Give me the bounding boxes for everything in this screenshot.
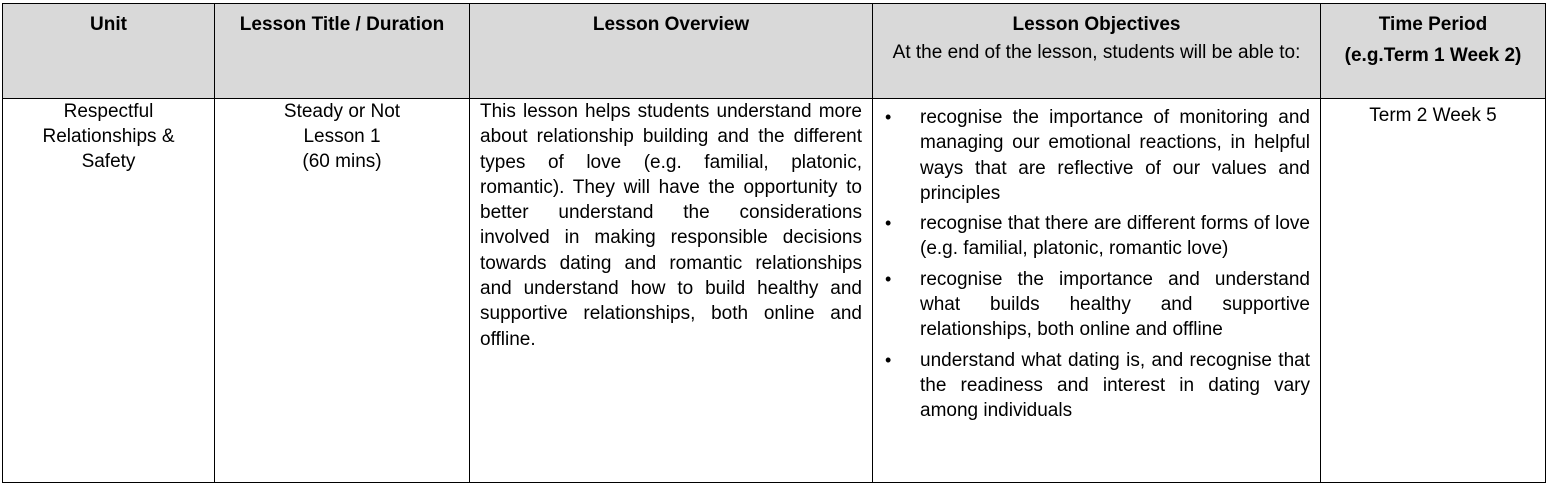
cell-overview: This lesson helps students understand more about relationship building and the different types of love (e.g. familial, platonic, romantic). They will have the opportunity to better understand the considerations involved in making responsible decisions towards dating and romantic relationships and understand how to build healthy and supportive relationships, both online and offline. <box>470 99 873 483</box>
list-item: • understand what dating is, and recognise that the readiness and interest in dating vary among individuals <box>873 348 1310 424</box>
header-lesson-title <box>215 4 470 99</box>
cell-lesson-title <box>215 99 470 483</box>
header-row <box>3 4 1546 99</box>
header-time-period-example: (e.g.Term 1 Week 2) <box>1344 45 1522 66</box>
header-time-period-label: Time Period <box>1378 14 1488 35</box>
list-item: • recognise that there are different forms of love (e.g. familial, platonic, romantic love) <box>873 211 1310 262</box>
header-time-period <box>1321 4 1546 99</box>
header-unit-label: Unit <box>90 14 127 35</box>
header-lesson-title-label: Lesson Title / Duration <box>239 14 445 35</box>
lesson-plan-table <box>2 3 1546 483</box>
table-row <box>3 99 1546 483</box>
objectives-list <box>873 105 1310 424</box>
list-item: • recognise the importance of monitoring and managing our emotional reactions, in helpful ways that are reflective of our values and principles <box>873 105 1310 206</box>
header-objectives-subtitle: At the end of the lesson, students will be able to: <box>892 42 1301 63</box>
lesson-duration: (60 mins) <box>302 151 382 172</box>
lesson-title: Steady or Not <box>283 101 401 122</box>
lesson-number: Lesson 1 <box>303 126 381 147</box>
cell-time-period: Term 2 Week 5 <box>1321 99 1546 483</box>
list-item: • recognise the importance and understand what builds healthy and supportive relationships, both online and offline <box>873 267 1310 343</box>
header-objectives <box>873 4 1321 99</box>
cell-unit: Respectful Relationships & Safety <box>3 99 215 483</box>
cell-objectives <box>873 99 1321 483</box>
header-overview-label: Lesson Overview <box>592 14 750 35</box>
header-overview <box>470 4 873 99</box>
header-objectives-label: Lesson Objectives <box>1012 14 1181 35</box>
header-unit <box>3 4 215 99</box>
